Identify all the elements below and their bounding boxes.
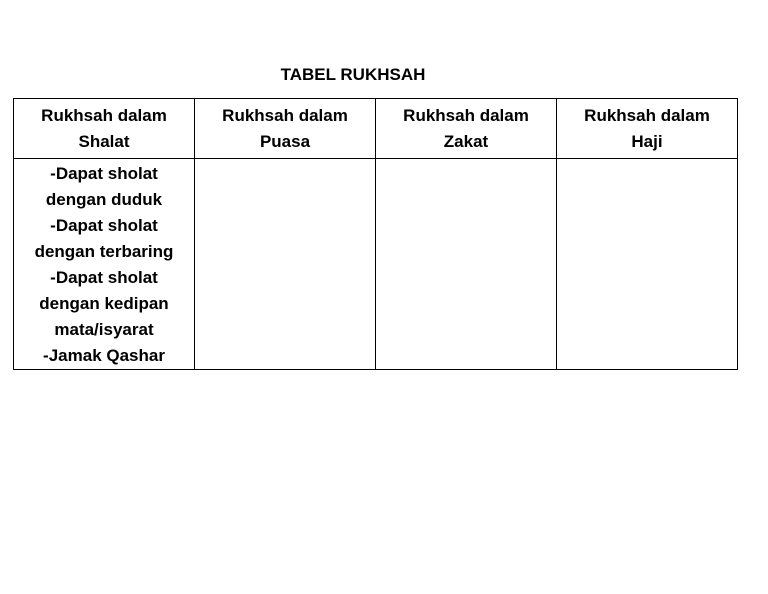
cell-line: -Dapat sholat (50, 268, 158, 287)
header-zakat-line-1: Rukhsah dalam (403, 105, 529, 125)
cell-puasa (195, 159, 376, 370)
cell-line: dengan terbaring (34, 242, 174, 261)
table-header-row (14, 99, 738, 159)
header-haji-line-2: Haji (631, 131, 663, 151)
page-title: TABEL RUKHSAH (280, 65, 426, 84)
header-zakat-line-2: Zakat (443, 131, 489, 151)
header-shalat (14, 99, 195, 159)
header-puasa-line-1: Rukhsah dalam (222, 105, 348, 125)
cell-line: mata/isyarat (54, 320, 154, 339)
table-row (14, 159, 738, 370)
header-zakat (376, 99, 557, 159)
cell-line: -Jamak Qashar (43, 346, 165, 365)
cell-line: -Dapat sholat (50, 216, 158, 235)
header-shalat-line-2: Shalat (78, 131, 130, 151)
cell-haji (557, 159, 738, 370)
header-haji-line-1: Rukhsah dalam (584, 105, 710, 125)
cell-shalat (14, 159, 195, 370)
header-shalat-line-1: Rukhsah dalam (41, 105, 167, 125)
header-haji (557, 99, 738, 159)
rukhsah-table (13, 98, 738, 370)
cell-line: dengan duduk (45, 190, 163, 209)
header-puasa-line-2: Puasa (259, 131, 311, 151)
header-puasa (195, 99, 376, 159)
cell-zakat (376, 159, 557, 370)
cell-line: dengan kedipan (39, 294, 169, 313)
cell-line: -Dapat sholat (50, 164, 158, 183)
